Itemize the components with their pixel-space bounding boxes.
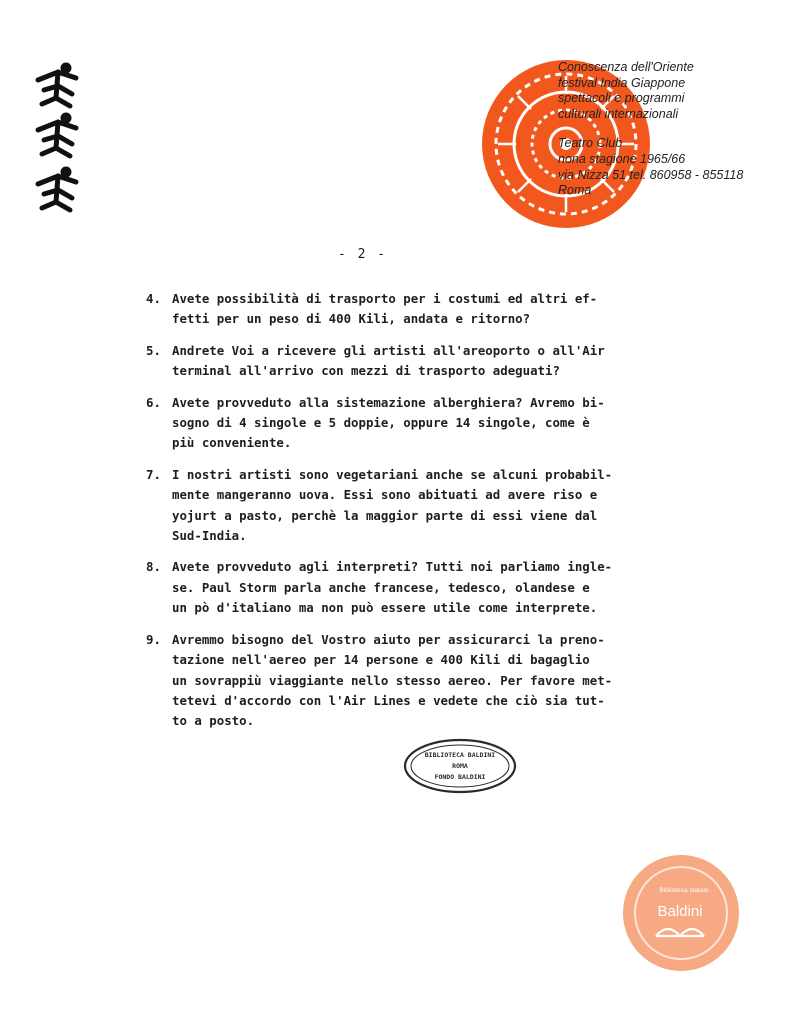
- item-line: tetevi d'accordo con l'Air Lines e vedete che ciò sia tut-: [172, 692, 605, 708]
- stamp-line: BIBLIOTECA BALDINI: [424, 751, 496, 759]
- item-number: 8.: [146, 559, 161, 575]
- stamp-line: FONDO BALDINI: [434, 773, 486, 781]
- list-item: [146, 393, 686, 454]
- question-list: [146, 289, 686, 743]
- watermark-small-text: Biblioteca statale: [659, 887, 709, 894]
- item-line: un pò d'italiano ma non può essere utile come interprete.: [172, 600, 598, 616]
- library-stamp-icon: [402, 737, 518, 795]
- item-line: Avremmo bisogno del Vostro aiuto per assicurarci la preno-: [172, 631, 605, 647]
- item-line: mente mangeranno uova. Essi sono abituati ad avere riso e: [172, 487, 598, 503]
- item-line: fetti per un peso di 400 Kili, andata e ritorno?: [172, 311, 531, 327]
- list-item: [146, 341, 686, 382]
- letterhead-line: nona stagione 1965/66: [558, 151, 686, 166]
- stamp-line: ROMA: [452, 762, 468, 770]
- item-line: un sovrappiù viaggiante nello stesso aereo. Per favore met-: [172, 672, 613, 688]
- list-item: [146, 557, 686, 618]
- letterhead-line: Teatro Club: [558, 136, 623, 151]
- item-line: Avete provveduto alla sistemazione alberghiera? Avremo bi-: [172, 394, 605, 410]
- letterhead-line: Roma: [558, 183, 592, 198]
- list-item: [146, 465, 686, 547]
- item-number: 5.: [146, 342, 161, 358]
- item-line: to a posto.: [172, 713, 255, 729]
- item-number: 9.: [146, 631, 161, 647]
- item-number: 4.: [146, 291, 161, 306]
- item-line: sogno di 4 singole e 5 doppie, oppure 14 singole, come è: [172, 415, 590, 431]
- item-number: 7.: [146, 466, 161, 482]
- item-line: Avete provveduto agli interpreti? Tutti noi parliamo ingle-: [172, 559, 613, 575]
- letterhead-line: festival India Giappone: [558, 75, 686, 90]
- item-line: più conveniente.: [172, 435, 292, 451]
- item-line: Sud-India.: [172, 528, 247, 544]
- letterhead: [558, 60, 743, 199]
- baldini-watermark-icon: [620, 852, 742, 974]
- letterhead-line: culturali internazionali: [558, 106, 679, 121]
- item-line: Andrete Voi a ricevere gli artisti all'areoporto o all'Air: [172, 342, 605, 358]
- watermark-label: Baldini: [657, 903, 703, 920]
- page-number: - 2 -: [338, 247, 388, 262]
- item-line: yojurt a pasto, perchè la maggior parte di essi viene dal: [172, 507, 598, 523]
- list-item: [146, 289, 686, 330]
- item-line: I nostri artisti sono vegetariani anche se alcuni probabil-: [172, 466, 613, 482]
- item-line: terminal all'arrivo con mezzi di trasporto adeguati?: [172, 363, 560, 379]
- item-line: se. Paul Storm parla anche francese, tedesco, olandese e: [172, 579, 590, 595]
- letterhead-line: Conoscenza dell'Oriente: [558, 60, 694, 74]
- item-line: Avete possibilità di trasporto per i costumi ed altri ef-: [172, 291, 598, 306]
- letterhead-line: spettacoli e programmi: [558, 91, 685, 106]
- item-number: 6.: [146, 394, 161, 410]
- item-line: tazione nell'aereo per 14 persone e 400 Kili di bagaglio: [172, 652, 590, 668]
- list-item: [146, 630, 686, 732]
- letterhead-line: via Nizza 51 tel. 860958 - 855118: [558, 167, 744, 182]
- dancer-logo-icon: [28, 62, 86, 222]
